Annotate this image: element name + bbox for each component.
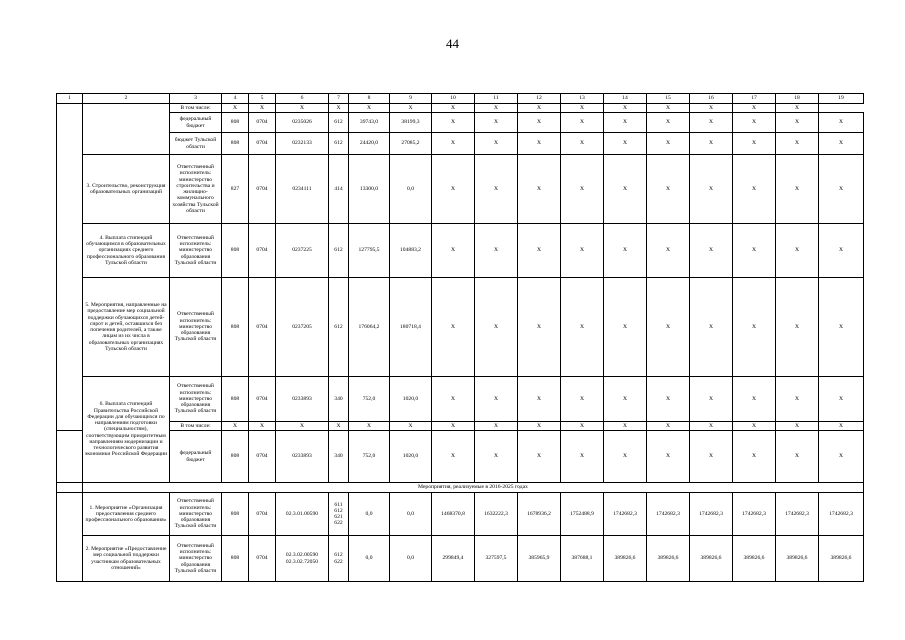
x-cell: X bbox=[819, 422, 864, 431]
rz-cell: 0704 bbox=[249, 431, 276, 483]
x-cell: X bbox=[475, 133, 518, 155]
gr-cell: 827 bbox=[222, 155, 249, 224]
source-cell: Ответственный исполнитель: министерство образования Тульской области bbox=[170, 224, 222, 278]
vr-cell: 340 bbox=[329, 431, 349, 483]
csr-cell: 0232133 bbox=[276, 133, 329, 155]
x-cell: X bbox=[647, 377, 690, 422]
event-cell: 4. Выплата стипендий обучающимся в образовательных организациях среднего профессионального образования Тульской области bbox=[83, 224, 170, 278]
table-row bbox=[57, 113, 864, 133]
x-cell: X bbox=[776, 155, 819, 224]
x-cell: X bbox=[733, 431, 776, 483]
value-cell: 389826,6 bbox=[776, 536, 819, 582]
x-cell: X bbox=[647, 113, 690, 133]
x-cell: X bbox=[690, 133, 733, 155]
event-cell bbox=[83, 104, 170, 155]
value-cell: 752,0 bbox=[349, 431, 390, 483]
x-cell: X bbox=[690, 113, 733, 133]
x-cell: X bbox=[776, 133, 819, 155]
value-cell: 27085,2 bbox=[390, 133, 432, 155]
table-row bbox=[57, 104, 864, 113]
vr-code: 612 bbox=[334, 552, 343, 559]
value-cell: 180718,4 bbox=[390, 278, 432, 377]
header-cell: 19 bbox=[819, 94, 864, 104]
value-cell: 1742682,3 bbox=[819, 493, 864, 536]
x-cell: X bbox=[690, 278, 733, 377]
section-title: Мероприятия, реализуемые в 2016-2025 годах bbox=[83, 483, 864, 493]
x-cell: X bbox=[475, 422, 518, 431]
value-cell: 389826,6 bbox=[647, 536, 690, 582]
x-cell: X bbox=[518, 113, 561, 133]
value-cell: 1020,0 bbox=[390, 377, 432, 422]
x-cell: X bbox=[776, 104, 819, 113]
value-cell: 176064,2 bbox=[349, 278, 390, 377]
x-cell: X bbox=[819, 224, 864, 278]
program-table bbox=[56, 93, 864, 582]
header-cell: 15 bbox=[647, 94, 690, 104]
vr-cell bbox=[329, 536, 349, 582]
x-cell: X bbox=[561, 224, 604, 278]
x-cell: X bbox=[647, 155, 690, 224]
x-cell: X bbox=[604, 133, 647, 155]
vr-cell: 612 bbox=[329, 113, 349, 133]
section-row-number-cell bbox=[57, 483, 83, 493]
section-row bbox=[57, 483, 864, 493]
x-cell: X bbox=[776, 224, 819, 278]
vr-code: 622 bbox=[334, 558, 343, 565]
source-cell: Ответственный исполнитель: министерство строительства и жилищно-коммунального хозяйства Тульской области bbox=[170, 155, 222, 224]
x-cell: X bbox=[604, 377, 647, 422]
x-cell: X bbox=[604, 422, 647, 431]
event-cell: 3. Строительство, реконструкция образовательных организаций bbox=[83, 155, 170, 224]
x-cell: X bbox=[475, 155, 518, 224]
csr-cell bbox=[276, 536, 329, 582]
x-cell: X bbox=[329, 104, 349, 113]
value-cell: 327597,5 bbox=[475, 536, 518, 582]
value-cell: 0,0 bbox=[390, 536, 432, 582]
x-cell: X bbox=[690, 104, 733, 113]
row-number-cell bbox=[57, 493, 83, 582]
value-cell: 0,0 bbox=[390, 155, 432, 224]
gr-cell: 808 bbox=[222, 493, 249, 536]
x-cell: X bbox=[518, 377, 561, 422]
x-cell: X bbox=[647, 133, 690, 155]
header-cell: 17 bbox=[733, 94, 776, 104]
vr-cell: 340 bbox=[329, 377, 349, 422]
vr-cell: 414 bbox=[329, 155, 349, 224]
gr-cell: 808 bbox=[222, 133, 249, 155]
x-cell: X bbox=[733, 278, 776, 377]
csr-cell: 02.3.01.00590 bbox=[276, 493, 329, 536]
rz-cell: 0704 bbox=[249, 493, 276, 536]
value-cell: 0,0 bbox=[390, 493, 432, 536]
gr-cell: 808 bbox=[222, 377, 249, 422]
value-cell: 0,0 bbox=[349, 493, 390, 536]
x-cell: X bbox=[776, 278, 819, 377]
value-cell: 389826,6 bbox=[819, 536, 864, 582]
gr-cell: 808 bbox=[222, 431, 249, 483]
source-cell: бюджет Тульской области bbox=[170, 133, 222, 155]
header-cell: 3 bbox=[170, 94, 222, 104]
x-cell: X bbox=[604, 155, 647, 224]
x-cell: X bbox=[647, 422, 690, 431]
x-cell: X bbox=[690, 377, 733, 422]
source-cell: Ответственный исполнитель: министерство образования Тульской области bbox=[170, 493, 222, 536]
table-row bbox=[57, 422, 864, 431]
csr-code: 02.3.02.72050 bbox=[285, 558, 319, 565]
value-cell: 752,0 bbox=[349, 377, 390, 422]
x-cell: X bbox=[518, 431, 561, 483]
value-cell: 104883,2 bbox=[390, 224, 432, 278]
csr-cell: 0233893 bbox=[276, 431, 329, 483]
x-cell: X bbox=[475, 377, 518, 422]
x-cell: X bbox=[349, 422, 390, 431]
source-cell: Ответственный исполнитель: министерство образования Тульской области bbox=[170, 278, 222, 377]
x-cell: X bbox=[819, 377, 864, 422]
x-cell: X bbox=[518, 104, 561, 113]
table-row bbox=[57, 155, 864, 224]
header-row bbox=[57, 94, 864, 104]
vr-code: 622 bbox=[334, 520, 343, 527]
source-cell: Ответственный исполнитель: министерство образования Тульской области bbox=[170, 377, 222, 422]
x-cell: X bbox=[222, 422, 249, 431]
x-cell: X bbox=[475, 104, 518, 113]
x-cell: X bbox=[432, 278, 475, 377]
gr-cell: 808 bbox=[222, 113, 249, 133]
header-cell: 10 bbox=[432, 94, 475, 104]
x-cell: X bbox=[647, 224, 690, 278]
header-cell: 1 bbox=[57, 94, 83, 104]
value-cell: 1752488,9 bbox=[561, 493, 604, 536]
x-cell: X bbox=[475, 278, 518, 377]
gr-cell: 808 bbox=[222, 224, 249, 278]
x-cell: X bbox=[475, 113, 518, 133]
table-row bbox=[57, 224, 864, 278]
x-cell: X bbox=[776, 422, 819, 431]
source-cell: В том числе: bbox=[170, 104, 222, 113]
x-cell: X bbox=[518, 422, 561, 431]
x-cell: X bbox=[249, 104, 276, 113]
x-cell: X bbox=[819, 133, 864, 155]
csr-cell: 0237225 bbox=[276, 224, 329, 278]
value-cell: 39743,0 bbox=[349, 113, 390, 133]
vr-code: 611 bbox=[334, 501, 343, 508]
x-cell: X bbox=[276, 104, 329, 113]
x-cell: X bbox=[647, 431, 690, 483]
x-cell: X bbox=[475, 224, 518, 278]
value-cell: 387688,1 bbox=[561, 536, 604, 582]
x-cell: X bbox=[432, 224, 475, 278]
x-cell: X bbox=[647, 104, 690, 113]
x-cell: X bbox=[329, 422, 349, 431]
x-cell: X bbox=[432, 377, 475, 422]
x-cell: X bbox=[432, 113, 475, 133]
x-cell: X bbox=[349, 104, 390, 113]
value-cell: 299849,4 bbox=[432, 536, 475, 582]
value-cell: 13300,0 bbox=[349, 155, 390, 224]
x-cell: X bbox=[518, 133, 561, 155]
x-cell: X bbox=[432, 104, 475, 113]
header-cell: 16 bbox=[690, 94, 733, 104]
gr-cell: 808 bbox=[222, 278, 249, 377]
x-cell: X bbox=[561, 133, 604, 155]
header-cell: 2 bbox=[83, 94, 170, 104]
x-cell: X bbox=[733, 104, 776, 113]
vr-cell: 612 bbox=[329, 224, 349, 278]
csr-cell: 0234111 bbox=[276, 155, 329, 224]
vr-code: 621 bbox=[334, 514, 343, 520]
value-cell: 1742682,3 bbox=[733, 493, 776, 536]
source-cell: В том числе: bbox=[170, 422, 222, 431]
value-cell: 389826,6 bbox=[733, 536, 776, 582]
x-cell: X bbox=[819, 431, 864, 483]
x-cell: X bbox=[390, 422, 432, 431]
event-cell: 5. Мероприятия, направленные на предоставление мер социальной поддержки обучающихся детей-сирот и детей, оставшихся без попечения родителей, а также лицам из их числа в образовательных организациях Тульской области bbox=[83, 278, 170, 377]
value-cell: 1632222,3 bbox=[475, 493, 518, 536]
table-row bbox=[57, 133, 864, 155]
source-cell: Ответственный исполнитель: министерство образования Тульской области bbox=[170, 536, 222, 582]
x-cell: X bbox=[561, 278, 604, 377]
row-number-cell bbox=[57, 104, 83, 431]
x-cell: X bbox=[733, 377, 776, 422]
table-row bbox=[57, 493, 864, 536]
source-cell: федеральный бюджет bbox=[170, 113, 222, 133]
x-cell: X bbox=[276, 422, 329, 431]
header-cell: 12 bbox=[518, 94, 561, 104]
x-cell: X bbox=[733, 133, 776, 155]
x-cell: X bbox=[432, 431, 475, 483]
rz-cell: 0704 bbox=[249, 377, 276, 422]
value-cell: 1742682,3 bbox=[647, 493, 690, 536]
x-cell: X bbox=[222, 104, 249, 113]
rz-cell: 0704 bbox=[249, 224, 276, 278]
value-cell: 0,0 bbox=[349, 536, 390, 582]
x-cell: X bbox=[690, 422, 733, 431]
vr-cell: 612 bbox=[329, 278, 349, 377]
value-cell: 38199,3 bbox=[390, 113, 432, 133]
header-cell: 14 bbox=[604, 94, 647, 104]
row-number-cell bbox=[57, 431, 83, 483]
x-cell: X bbox=[432, 155, 475, 224]
header-cell: 4 bbox=[222, 94, 249, 104]
x-cell: X bbox=[819, 113, 864, 133]
value-cell: 1742682,3 bbox=[604, 493, 647, 536]
rz-cell: 0704 bbox=[249, 536, 276, 582]
x-cell: X bbox=[561, 422, 604, 431]
event-cell: 6. Выплата стипендий Правительства Российской Федерации для обучающихся по направлениям подготовки (специальностям), соответствующим приоритетным направлениям модернизации и технологического развития экономики Российской Федерации bbox=[83, 377, 170, 483]
value-cell: 24420,0 bbox=[349, 133, 390, 155]
x-cell: X bbox=[604, 224, 647, 278]
x-cell: X bbox=[518, 155, 561, 224]
x-cell: X bbox=[819, 155, 864, 224]
event-cell: 1. Мероприятие «Организация предоставления среднего профессионального образования» bbox=[83, 493, 170, 536]
table-row bbox=[57, 278, 864, 377]
x-cell: X bbox=[561, 104, 604, 113]
value-cell: 127795,5 bbox=[349, 224, 390, 278]
source-cell: федеральный бюджет bbox=[170, 431, 222, 483]
x-cell: X bbox=[604, 113, 647, 133]
csr-cell: 0235026 bbox=[276, 113, 329, 133]
header-cell: 11 bbox=[475, 94, 518, 104]
header-cell: 9 bbox=[390, 94, 432, 104]
x-cell: X bbox=[733, 155, 776, 224]
x-cell: X bbox=[561, 377, 604, 422]
x-cell: X bbox=[776, 431, 819, 483]
x-cell: X bbox=[561, 155, 604, 224]
x-cell: X bbox=[733, 113, 776, 133]
x-cell: X bbox=[604, 104, 647, 113]
rz-cell: 0704 bbox=[249, 278, 276, 377]
vr-code: 612 bbox=[334, 507, 343, 514]
value-cell: 1742682,3 bbox=[776, 493, 819, 536]
x-cell: X bbox=[518, 224, 561, 278]
x-cell: X bbox=[604, 431, 647, 483]
value-cell: 1678936,2 bbox=[518, 493, 561, 536]
value-cell: 1742682,3 bbox=[690, 493, 733, 536]
x-cell: X bbox=[561, 431, 604, 483]
x-cell: X bbox=[432, 422, 475, 431]
table-row bbox=[57, 536, 864, 582]
header-cell: 7 bbox=[329, 94, 349, 104]
x-cell: X bbox=[819, 278, 864, 377]
header-cell: 18 bbox=[776, 94, 819, 104]
header-cell: 8 bbox=[349, 94, 390, 104]
page-number: 44 bbox=[446, 36, 459, 51]
x-cell: X bbox=[733, 422, 776, 431]
x-cell: X bbox=[690, 155, 733, 224]
csr-code: 02.3.02.00590 bbox=[285, 552, 319, 559]
rz-cell: 0704 bbox=[249, 113, 276, 133]
x-cell: X bbox=[776, 377, 819, 422]
x-cell: X bbox=[733, 224, 776, 278]
x-cell: X bbox=[518, 278, 561, 377]
header-cell: 5 bbox=[249, 94, 276, 104]
rz-cell: 0704 bbox=[249, 133, 276, 155]
table-row bbox=[57, 431, 864, 483]
event-cell: 2. Мероприятие «Предоставление мер социальной поддержки участникам образовательных отношений» bbox=[83, 536, 170, 582]
csr-cell: 0233893 bbox=[276, 377, 329, 422]
vr-cell bbox=[329, 493, 349, 536]
rz-cell: 0704 bbox=[249, 155, 276, 224]
csr-cell: 0237205 bbox=[276, 278, 329, 377]
value-cell: 389826,6 bbox=[690, 536, 733, 582]
x-cell: X bbox=[690, 224, 733, 278]
vr-cell: 612 bbox=[329, 133, 349, 155]
value-cell: 1020,0 bbox=[390, 431, 432, 483]
value-cell: 1468370,8 bbox=[432, 493, 475, 536]
value-cell: 389826,6 bbox=[604, 536, 647, 582]
x-cell: X bbox=[647, 278, 690, 377]
value-cell: 385965,9 bbox=[518, 536, 561, 582]
x-cell: X bbox=[604, 278, 647, 377]
header-cell: 13 bbox=[561, 94, 604, 104]
gr-cell: 808 bbox=[222, 536, 249, 582]
x-cell: X bbox=[249, 422, 276, 431]
x-cell: X bbox=[390, 104, 432, 113]
x-cell: X bbox=[690, 431, 733, 483]
x-cell: X bbox=[561, 113, 604, 133]
x-cell: X bbox=[475, 431, 518, 483]
x-cell: X bbox=[432, 133, 475, 155]
table-row bbox=[57, 377, 864, 422]
x-cell: X bbox=[776, 113, 819, 133]
header-cell: 6 bbox=[276, 94, 329, 104]
